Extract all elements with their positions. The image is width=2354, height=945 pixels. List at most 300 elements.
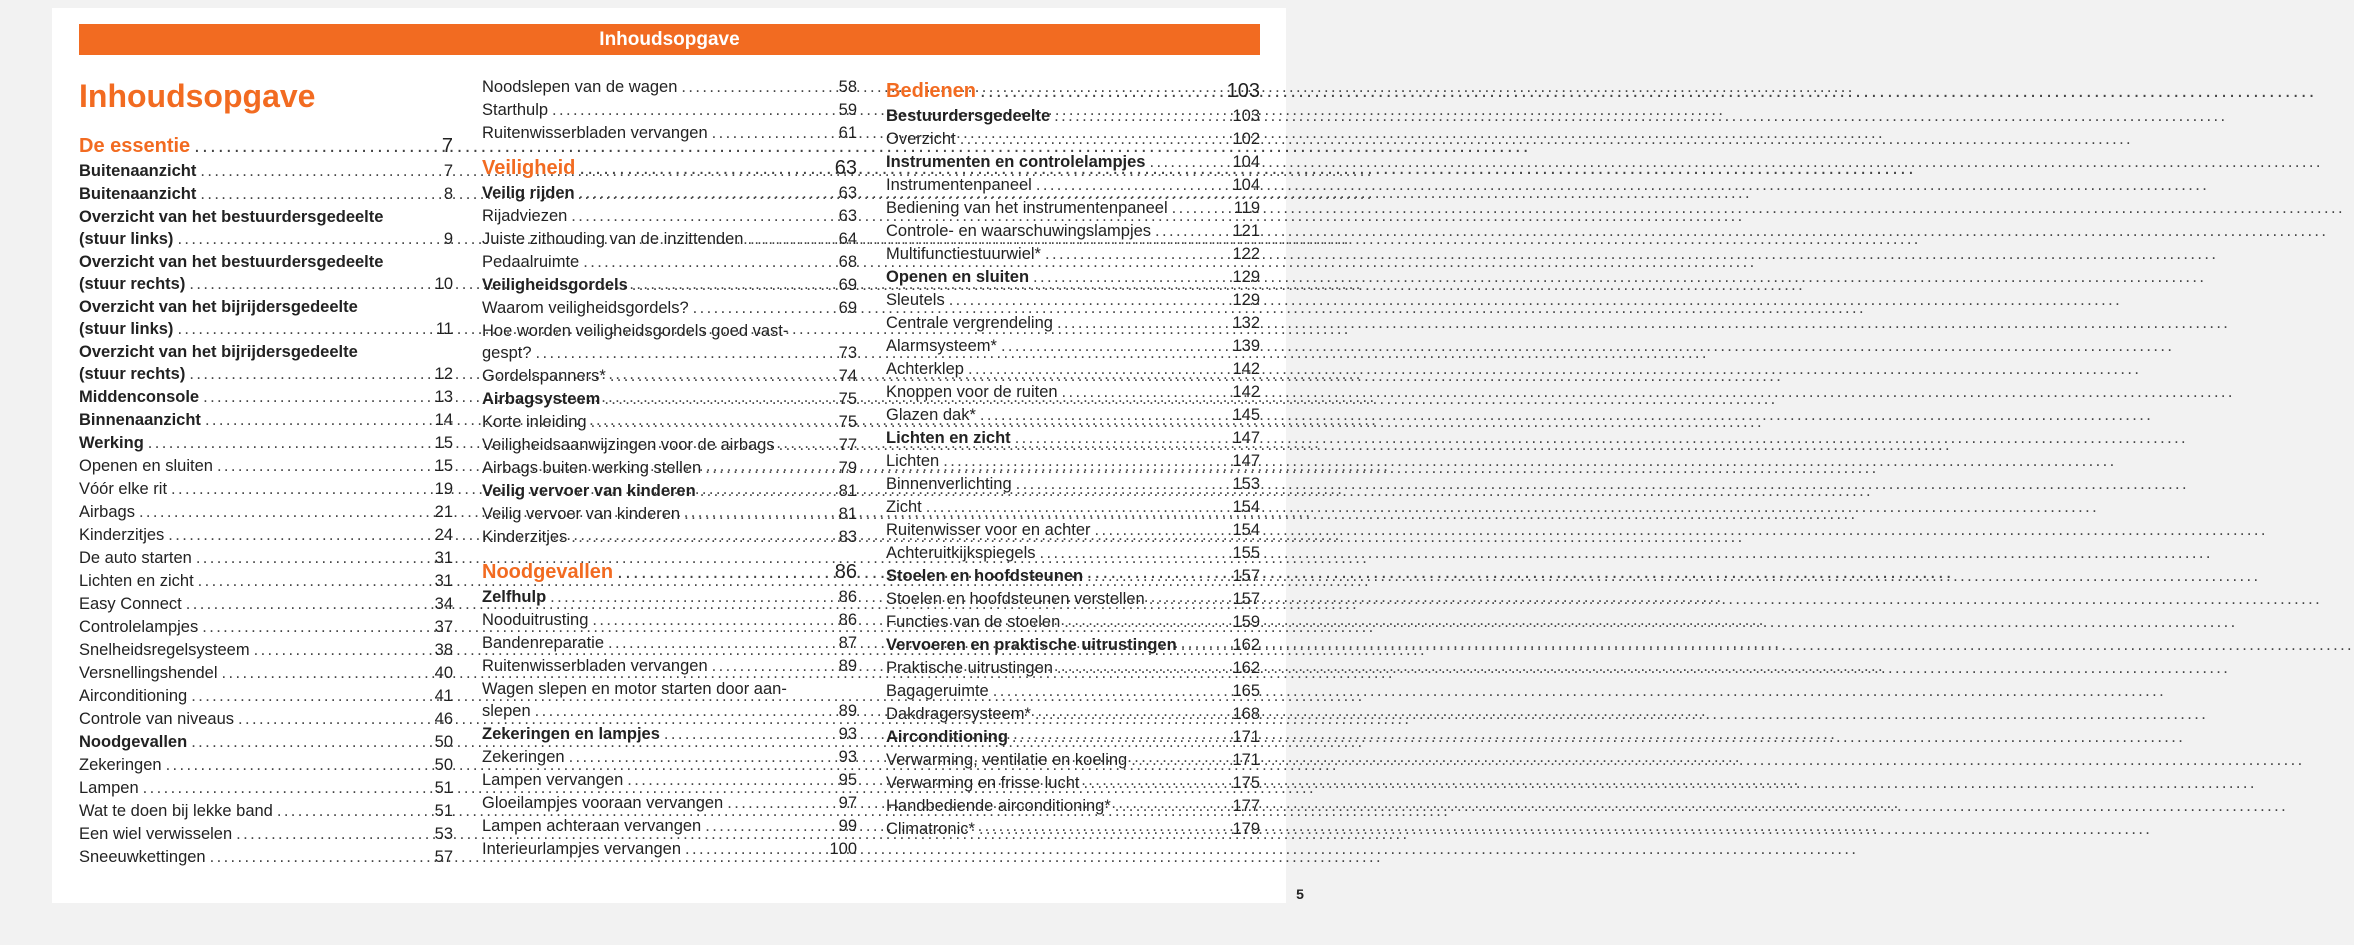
toc-entry-title: Bagageruimte	[886, 682, 989, 700]
toc-dot-leader	[700, 480, 813, 503]
toc-entry[interactable]	[79, 708, 453, 731]
toc-page-number: 86	[838, 588, 857, 606]
toc-entry-title: Ruitenwisserbladen vervangen	[482, 657, 708, 675]
toc-entry[interactable]	[886, 772, 1260, 795]
toc-dot-leader	[1054, 105, 1216, 128]
toc-page-number: 145	[1232, 406, 1260, 424]
toc-entry[interactable]	[886, 381, 1260, 404]
toc-dot-leader	[1039, 542, 1216, 565]
toc-dot-leader	[705, 457, 813, 480]
toc-page-number: 155	[1232, 544, 1260, 562]
toc-page-number: 41	[434, 687, 453, 705]
toc-entry-title: Airconditioning	[886, 728, 1008, 746]
toc-entry[interactable]	[482, 815, 857, 838]
toc-entry-title: Zelfhulp	[482, 588, 547, 606]
toc-entry-title: Lampen vervangen	[482, 771, 624, 789]
toc-entry[interactable]	[482, 228, 857, 251]
toc-entry-title: Verwarming en frisse lucht	[886, 774, 1080, 792]
toc-entry[interactable]	[482, 480, 857, 503]
toc-entry-title: Dakdragersysteem*	[886, 705, 1031, 723]
toc-entry[interactable]	[886, 818, 1260, 841]
toc-chapter[interactable]	[482, 559, 857, 586]
toc-entry[interactable]	[79, 547, 453, 570]
toc-entry-title: Openen en sluiten	[886, 268, 1030, 286]
toc-entry[interactable]	[886, 174, 1260, 197]
toc-entry-title: Gordelspanners*	[482, 367, 606, 385]
toc-entry[interactable]	[79, 296, 453, 341]
toc-page-number: 46	[434, 710, 453, 728]
toc-page-number: 153	[1232, 475, 1260, 493]
toc-page-number: 119	[1233, 199, 1260, 217]
toc-page-number: 11	[435, 320, 453, 338]
toc-dot-leader	[1064, 611, 1216, 634]
toc-page-number: 132	[1232, 314, 1260, 332]
toc-dot-leader	[277, 800, 409, 823]
toc-page-number: 102	[1232, 130, 1260, 148]
toc-page-number: 104	[1232, 176, 1260, 194]
toc-entry[interactable]	[886, 358, 1260, 381]
toc-dot-leader	[194, 133, 409, 160]
toc-page-number: 69	[838, 299, 857, 317]
toc-dot-leader	[693, 297, 813, 320]
toc-chapter[interactable]	[886, 78, 1260, 105]
toc-entry-title-continued: slepen	[482, 702, 531, 720]
toc-entry-title: Veiligheidsaanwijzingen voor de airbags	[482, 436, 775, 454]
toc-entry[interactable]	[79, 570, 453, 593]
toc-page-number: 50	[434, 733, 453, 751]
toc-dot-leader	[189, 363, 409, 386]
toc-entry[interactable]	[886, 726, 1260, 749]
toc-entry[interactable]	[482, 769, 857, 792]
toc-entry-title: Noodgevallen	[482, 561, 614, 583]
toc-entry[interactable]	[886, 404, 1260, 427]
toc-entry[interactable]	[482, 526, 857, 549]
toc-page-number: 50	[434, 756, 453, 774]
toc-dot-leader	[198, 570, 409, 593]
toc-entry-title: Ruitenwisserbladen vervangen	[482, 124, 708, 142]
toc-page-number: 63	[838, 184, 857, 202]
toc-dot-leader	[712, 122, 813, 145]
toc-page-number: 162	[1232, 659, 1260, 677]
toc-page-number: 122	[1232, 245, 1260, 263]
toc-dot-leader	[968, 358, 1216, 381]
toc-entry[interactable]	[482, 388, 857, 411]
toc-entry[interactable]	[79, 662, 453, 685]
toc-dot-leader	[1015, 427, 1216, 450]
toc-page-number: 73	[838, 344, 857, 362]
toc-dot-leader	[627, 769, 813, 792]
toc-entry-title: Wat te doen bij lekke band	[79, 802, 273, 820]
toc-dot-leader	[943, 450, 1216, 473]
toc-entry[interactable]	[79, 685, 453, 708]
toc-page-number: 177	[1232, 797, 1260, 815]
toc-entry[interactable]	[886, 680, 1260, 703]
toc-dot-leader	[980, 78, 1216, 105]
toc-entry[interactable]	[886, 473, 1260, 496]
toc-entry[interactable]	[482, 76, 857, 99]
toc-entry[interactable]	[886, 197, 1260, 220]
toc-entry-title: Noodgevallen	[79, 733, 188, 751]
toc-dot-leader	[254, 639, 409, 662]
toc-page-number: 8	[443, 185, 453, 203]
toc-dot-leader	[705, 815, 813, 838]
toc-entry-title: Buitenaanzicht	[79, 185, 197, 203]
toc-entry[interactable]	[886, 588, 1260, 611]
toc-entry-title: Kinderzitjes	[482, 528, 568, 546]
toc-page-number: 31	[434, 549, 453, 567]
toc-page-number: 97	[838, 794, 857, 812]
toc-entry-title: Lichten en zicht	[79, 572, 194, 590]
toc-entry[interactable]	[482, 205, 857, 228]
toc-page-number: 13	[434, 388, 453, 406]
toc-chapter[interactable]	[482, 155, 857, 182]
toc-dot-leader	[217, 455, 409, 478]
toc-entry[interactable]	[482, 182, 857, 205]
toc-entry-title: Nooduitrusting	[482, 611, 589, 629]
toc-entry-title: Noodslepen van de wagen	[482, 78, 678, 96]
toc-dot-leader	[1115, 795, 1216, 818]
toc-entry-title: Praktische uitrustingen	[886, 659, 1053, 677]
toc-dot-leader	[200, 160, 409, 183]
toc-entry-title-continued: gespt?	[482, 344, 532, 362]
toc-entry-title: Hoe worden veiligheidsgordels goed vast-	[482, 322, 789, 340]
page-number: 5	[1296, 886, 1304, 902]
toc-page-number: 129	[1232, 291, 1260, 309]
toc-entry-title: Werking	[79, 434, 144, 452]
toc-dot-leader	[591, 411, 813, 434]
toc-dot-leader	[779, 434, 813, 457]
toc-dot-leader	[583, 251, 813, 274]
toc-page-number: 12	[434, 365, 453, 383]
toc-entry-title: Overzicht	[886, 130, 956, 148]
toc-dot-leader	[926, 496, 1216, 519]
toc-entry[interactable]	[886, 519, 1260, 542]
toc-entry-title: Bedienen	[886, 80, 977, 102]
toc-page-number: 75	[838, 413, 857, 431]
toc-entry-title: Instrumenten en controlelampjes	[886, 153, 1146, 171]
toc-page-number: 61	[838, 124, 857, 142]
toc-entry[interactable]	[886, 105, 1260, 128]
toc-dot-leader	[1155, 220, 1216, 243]
toc-entry-title: Juiste zithouding van de inzittenden	[482, 230, 744, 248]
toc-entry-title-continued: (stuur rechts)	[79, 275, 186, 293]
toc-entry-title: Rijadviezen	[482, 207, 568, 225]
toc-dot-leader	[727, 792, 813, 815]
toc-dot-leader	[177, 318, 409, 341]
toc-entry-title: Stoelen en hoofdsteunen	[886, 567, 1084, 585]
toc-dot-leader	[1033, 266, 1216, 289]
toc-entry[interactable]	[886, 128, 1260, 151]
toc-dot-leader	[1084, 772, 1217, 795]
toc-entry-title: Centrale vergrendeling	[886, 314, 1053, 332]
toc-dot-leader	[210, 846, 409, 869]
toc-entry[interactable]	[482, 99, 857, 122]
toc-entry[interactable]	[886, 450, 1260, 473]
toc-entry[interactable]	[79, 846, 453, 869]
toc-page-number: 38	[434, 641, 453, 659]
toc-entry[interactable]	[886, 289, 1260, 312]
toc-page-number: 142	[1232, 360, 1260, 378]
toc-entry[interactable]	[482, 655, 857, 678]
toc-page-number: 37	[434, 618, 453, 636]
toc-entry[interactable]	[886, 565, 1260, 588]
toc-dot-leader	[1012, 726, 1216, 749]
toc-dot-leader	[171, 478, 409, 501]
toc-entry-title: Sleutels	[886, 291, 945, 309]
toc-dot-leader	[569, 746, 813, 769]
toc-dot-leader	[1149, 588, 1216, 611]
toc-dot-leader	[571, 205, 813, 228]
toc-entry[interactable]	[79, 616, 453, 639]
toc-dot-leader	[1035, 703, 1216, 726]
toc-entry[interactable]	[79, 432, 453, 455]
toc-dot-leader	[1016, 473, 1216, 496]
toc-page-number: 139	[1232, 337, 1260, 355]
toc-page-number: 34	[434, 595, 453, 613]
toc-entry-title: Snelheidsregelsysteem	[79, 641, 250, 659]
toc-page-number: 51	[434, 802, 453, 820]
toc-entry-title: Alarmsysteem*	[886, 337, 997, 355]
toc-entry-title: Waarom veiligheidsgordels?	[482, 299, 689, 317]
toc-entry[interactable]	[886, 611, 1260, 634]
toc-page-number: 40	[434, 664, 453, 682]
toc-page-number: 162	[1232, 636, 1260, 654]
toc-entry-title: Functies van de stoelen	[886, 613, 1061, 631]
toc-entry[interactable]	[482, 320, 857, 365]
toc-entry[interactable]	[79, 593, 453, 616]
toc-entry[interactable]	[482, 678, 857, 723]
toc-dot-leader	[1095, 519, 1216, 542]
toc-entry[interactable]	[79, 455, 453, 478]
toc-page-number: 100	[829, 840, 857, 858]
toc-entry[interactable]	[482, 503, 857, 526]
toc-entry[interactable]	[482, 411, 857, 434]
toc-entry[interactable]	[79, 478, 453, 501]
toc-page-number: 14	[434, 411, 453, 429]
toc-dot-leader	[139, 501, 409, 524]
toc-entry-title: Zicht	[886, 498, 922, 516]
toc-entry[interactable]	[482, 251, 857, 274]
toc-entry[interactable]	[482, 274, 857, 297]
toc-entry[interactable]	[79, 501, 453, 524]
toc-entry-title: Openen en sluiten	[79, 457, 213, 475]
toc-entry[interactable]	[482, 434, 857, 457]
toc-dot-leader	[238, 708, 409, 731]
toc-page-number: 63	[834, 157, 857, 179]
toc-entry-title: Zekeringen	[79, 756, 162, 774]
toc-page-number: 81	[838, 482, 857, 500]
toc-entry-title: Achteruitkijkspiegels	[886, 544, 1036, 562]
toc-entry-title: Achterklep	[886, 360, 964, 378]
toc-dot-leader	[191, 731, 409, 754]
toc-page-number: 147	[1232, 452, 1260, 470]
toc-entry-title: Airbagsysteem	[482, 390, 601, 408]
toc-dot-leader	[1057, 657, 1216, 680]
toc-entry[interactable]	[886, 542, 1260, 565]
toc-entry[interactable]	[482, 122, 857, 145]
toc-page-number: 10	[434, 275, 453, 293]
toc-entry[interactable]	[886, 634, 1260, 657]
toc-page-number: 171	[1232, 728, 1260, 746]
toc-entry-title: Controle van niveaus	[79, 710, 235, 728]
toc-entry[interactable]	[482, 792, 857, 815]
toc-entry[interactable]	[79, 800, 453, 823]
toc-dot-leader	[1045, 243, 1216, 266]
toc-dot-leader	[993, 680, 1216, 703]
toc-page-number: 157	[1232, 590, 1260, 608]
toc-entry[interactable]	[482, 297, 857, 320]
toc-entry[interactable]	[482, 723, 857, 746]
toc-dot-leader	[949, 289, 1216, 312]
toc-entry[interactable]	[482, 746, 857, 769]
toc-entry-title: Zekeringen en lampjes	[482, 725, 660, 743]
toc-entry-title: Overzicht van het bestuurdersgedeelte	[79, 253, 384, 271]
toc-entry[interactable]	[79, 639, 453, 662]
toc-dot-leader	[1087, 565, 1216, 588]
toc-entry[interactable]	[79, 409, 453, 432]
toc-entry[interactable]	[886, 749, 1260, 772]
toc-entry-title: Lampen	[79, 779, 139, 797]
toc-dot-leader	[664, 723, 813, 746]
toc-entry-title: Instrumentenpaneel	[886, 176, 1032, 194]
toc-entry-title: Zekeringen	[482, 748, 565, 766]
toc-chapter[interactable]	[79, 133, 453, 160]
toc-entry[interactable]	[886, 312, 1260, 335]
toc-dot-leader	[202, 616, 409, 639]
toc-page-number: 142	[1232, 383, 1260, 401]
toc-dot-leader	[191, 685, 409, 708]
toc-entry[interactable]	[482, 609, 857, 632]
toc-page-number: 175	[1232, 774, 1260, 792]
toc-page-number: 79	[838, 459, 857, 477]
toc-entry[interactable]	[79, 183, 453, 206]
toc-entry-title: Bestuurdersgedeelte	[886, 107, 1051, 125]
toc-entry[interactable]	[482, 838, 857, 861]
toc-entry[interactable]	[79, 251, 453, 296]
toc-dot-leader	[205, 409, 409, 432]
toc-dot-leader	[550, 586, 813, 609]
toc-entry-title: Knoppen voor de ruiten	[886, 383, 1058, 401]
toc-dot-leader	[1062, 381, 1216, 404]
toc-entry[interactable]	[79, 823, 453, 846]
toc-page-number: 154	[1232, 498, 1260, 516]
toc-page-number: 81	[838, 505, 857, 523]
toc-page-number: 69	[838, 276, 857, 294]
toc-entry-title: Binnenaanzicht	[79, 411, 201, 429]
toc-dot-leader	[203, 386, 409, 409]
toc-entry-title: Controlelampjes	[79, 618, 199, 636]
toc-entry-title: Gloeilampjes vooraan vervangen	[482, 794, 724, 812]
toc-entry[interactable]	[482, 457, 857, 480]
toc-entry[interactable]	[886, 703, 1260, 726]
toc-entry[interactable]	[79, 160, 453, 183]
toc-dot-leader	[681, 76, 813, 99]
toc-page-number: 147	[1232, 429, 1260, 447]
toc-dot-leader	[236, 823, 409, 846]
toc-dot-leader	[617, 559, 813, 586]
toc-entry-title-continued: (stuur links)	[79, 320, 174, 338]
toc-dot-leader	[1001, 335, 1216, 358]
toc-entry[interactable]	[886, 335, 1260, 358]
toc-entry[interactable]	[482, 365, 857, 388]
toc-dot-leader	[604, 388, 813, 411]
toc-entry[interactable]	[482, 586, 857, 609]
toc-entry[interactable]	[886, 427, 1260, 450]
toc-page-number: 157	[1232, 567, 1260, 585]
toc-page-number: 58	[838, 78, 857, 96]
toc-entry-title: Kinderzitjes	[79, 526, 165, 544]
toc-entry[interactable]	[886, 220, 1260, 243]
toc-page-number: 83	[838, 528, 857, 546]
toc-page-number: 165	[1232, 682, 1260, 700]
toc-page-number: 121	[1232, 222, 1260, 240]
section-header-bar	[79, 24, 1260, 55]
toc-dot-leader	[1057, 312, 1216, 335]
toc-page-number: 9	[443, 230, 453, 248]
toc-entry[interactable]	[79, 386, 453, 409]
toc-page-number: 77	[838, 436, 857, 454]
toc-entry-title: Glazen dak*	[886, 406, 976, 424]
toc-column-2	[482, 76, 857, 861]
toc-page-number: 7	[443, 162, 453, 180]
toc-dot-leader	[747, 228, 813, 251]
toc-dot-leader	[980, 404, 1216, 427]
toc-dot-leader	[143, 777, 409, 800]
toc-entry-title: Versnellingshendel	[79, 664, 218, 682]
toc-page-number: 95	[838, 771, 857, 789]
toc-entry[interactable]	[79, 206, 453, 251]
toc-entry[interactable]	[886, 243, 1260, 266]
toc-entry[interactable]	[886, 151, 1260, 174]
toc-page-number: 86	[838, 611, 857, 629]
toc-page-number: 15	[434, 434, 453, 452]
toc-page-number: 171	[1232, 751, 1260, 769]
toc-entry-title: Binnenverlichting	[886, 475, 1012, 493]
toc-column-3	[886, 78, 1260, 841]
toc-page-number: 21	[434, 503, 453, 521]
toc-entry-title: Pedaalruimte	[482, 253, 580, 271]
toc-entry-title-continued: (stuur links)	[79, 230, 174, 248]
toc-dot-leader	[536, 342, 813, 365]
toc-entry-title: Climatronic*	[886, 820, 975, 838]
toc-entry[interactable]	[482, 632, 857, 655]
toc-entry[interactable]	[79, 777, 453, 800]
toc-page-number: 75	[838, 390, 857, 408]
toc-dot-leader	[632, 274, 813, 297]
toc-dot-leader	[1172, 197, 1216, 220]
toc-entry[interactable]	[79, 754, 453, 777]
toc-entry-title: Airbags buiten werking stellen	[482, 459, 702, 477]
toc-entry[interactable]	[886, 266, 1260, 289]
toc-entry-title: Interieurlampjes vervangen	[482, 840, 682, 858]
toc-entry-title: Verwarming, ventilatie en koeling	[886, 751, 1128, 769]
section-header-title: Inhoudsopgave	[599, 28, 740, 50]
toc-dot-leader	[960, 128, 1216, 151]
toc-entry-title: De auto starten	[79, 549, 192, 567]
toc-dot-leader	[535, 700, 813, 723]
toc-entry-title: Bandenreparatie	[482, 634, 605, 652]
toc-entry-title: Veilig vervoer van kinderen	[482, 482, 696, 500]
toc-entry[interactable]	[886, 657, 1260, 680]
toc-entry[interactable]	[886, 795, 1260, 818]
toc-spacer	[482, 145, 857, 155]
toc-entry[interactable]	[79, 524, 453, 547]
toc-entry[interactable]	[79, 341, 453, 386]
toc-entry[interactable]	[886, 496, 1260, 519]
toc-entry-title: Lampen achteraan vervangen	[482, 817, 702, 835]
toc-entry[interactable]	[79, 731, 453, 754]
toc-dot-leader	[177, 228, 409, 251]
